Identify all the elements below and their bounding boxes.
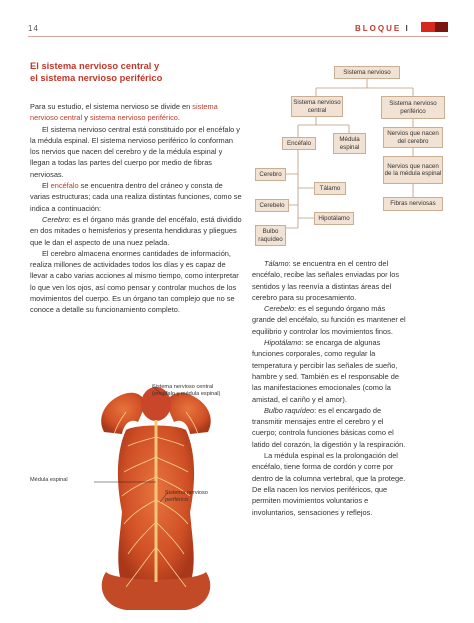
- term-cerebelo: Cerebelo: [264, 304, 294, 314]
- node-hipotalamo: Hipotálamo: [314, 212, 354, 225]
- node-medula: Médula espinal: [333, 133, 366, 154]
- encefalo-text: se encuentra dentro del cráneo y consta de varias estructuras; cada una realiza distintas funciones, como se indica a continuación:: [30, 181, 242, 213]
- intro-end: .: [177, 113, 180, 123]
- node-nervios-cerebro: Nervios que nacen del cerebro: [383, 127, 443, 148]
- page-number: 14: [28, 24, 39, 33]
- term-hipotalamo: Hipotálamo: [264, 338, 302, 348]
- cerebro-text: : es el órgano más grande del encéfalo, está dividido en dos mitades o hemisferios y presenta hendiduras y pliegues que le dan el aspecto de una nuez pelada.: [30, 214, 242, 247]
- node-fibras: Fibras nerviosas: [383, 197, 443, 211]
- link-snc[interactable]: sistema nervioso central: [30, 102, 218, 123]
- bloque-text: BLOQUE: [355, 24, 402, 33]
- cerebelo-text: : es el segundo órgano más grande del encéfalo, su función es mantener el equilibrio y controlar los movimientos finos.: [252, 304, 406, 336]
- node-nervios-medula: Nervios que nacen de la médula espinal: [383, 156, 443, 184]
- bulbo-text: : es el encargado de transmitir mensajes entre el cerebro y el cuerpo; controla funciones básicas como el latido del corazón, la digestión y la respiración.: [252, 405, 406, 449]
- label-snp-figure: Sistema nervioso periférico: [165, 490, 208, 503]
- term-bulbo: Bulbo raquídeo: [264, 405, 315, 415]
- intro-text: Para su estudio, el sistema nervioso se divide en: [30, 102, 191, 111]
- node-cerebro: Cerebro: [255, 168, 286, 181]
- talamo-text: : se encuentra en el centro del encéfalo, recibe las señales enviadas por los sentidos y las reenvía a distintas áreas del cerebro para su procesamiento.: [252, 259, 400, 302]
- title-line-1: El sistema nervioso central y: [30, 60, 160, 71]
- node-snp: Sistema nervioso periférico: [381, 96, 445, 119]
- node-encefalo: Encéfalo: [282, 137, 316, 150]
- label-medula-figure: Médula espinal: [30, 477, 68, 483]
- label-snc-figure: Sistema nervioso central (encéfalo y médula espinal): [152, 384, 221, 397]
- bloque-number: I: [405, 24, 410, 33]
- paragraph-snc: El sistema nervioso central está constituido por el encéfalo y la médula espinal. El sistema nervioso periférico lo conforman los nervios que nacen del cerebro y de la médula espinal y llegan a todas las partes del cuerpo por medio de fibras nerviosas.: [30, 124, 241, 179]
- paragraph-medula: La médula espinal es la prolongación del encéfalo, tiene forma de cordón y corre por dentro de la columna vertebral, que la protege. De ella nacen los nervios periféricos, que permiten movimientos voluntarios e involuntarios, sensaciones y reflejos.: [252, 451, 406, 517]
- node-cerebelo: Cerebelo: [255, 199, 289, 212]
- title-line-2: el sistema nervioso periférico: [30, 72, 163, 83]
- node-sistema-nervioso: Sistema nervioso: [334, 66, 400, 79]
- term-talamo: Tálamo: [264, 259, 289, 268]
- intro-and: y: [82, 113, 90, 123]
- hipotalamo-text: : se encarga de algunas funciones corporales, como regular la temperatura y percibir las señales de sueño, hambre y sed. También es el responsable de las manifestaciones emocionales (como la amistad, el cariño y el amor).: [252, 338, 399, 404]
- paragraph-cerebro-2: El cerebro almacena enormes cantidades de información, realiza millones de actividades todos los días y es capaz de llevar a cabo varias acciones al mismo tiempo, como interpretar lo que ven los ojos, así como pensar y controlar muchos de los movimientos del cuerpo. Es un órgano tan complejo que no se conoce a detalle su funcionamiento completo.: [30, 248, 239, 315]
- node-talamo: Tálamo: [314, 182, 346, 195]
- link-encefalo[interactable]: encéfalo: [50, 181, 79, 191]
- node-snc: Sistema nervioso central: [291, 96, 343, 117]
- encefalo-pre: El: [42, 181, 51, 191]
- link-snp[interactable]: sistema nervioso periférico: [89, 113, 178, 123]
- node-bulbo: Bulbo raquídeo: [255, 225, 286, 246]
- term-cerebro: Cerebro: [42, 214, 69, 224]
